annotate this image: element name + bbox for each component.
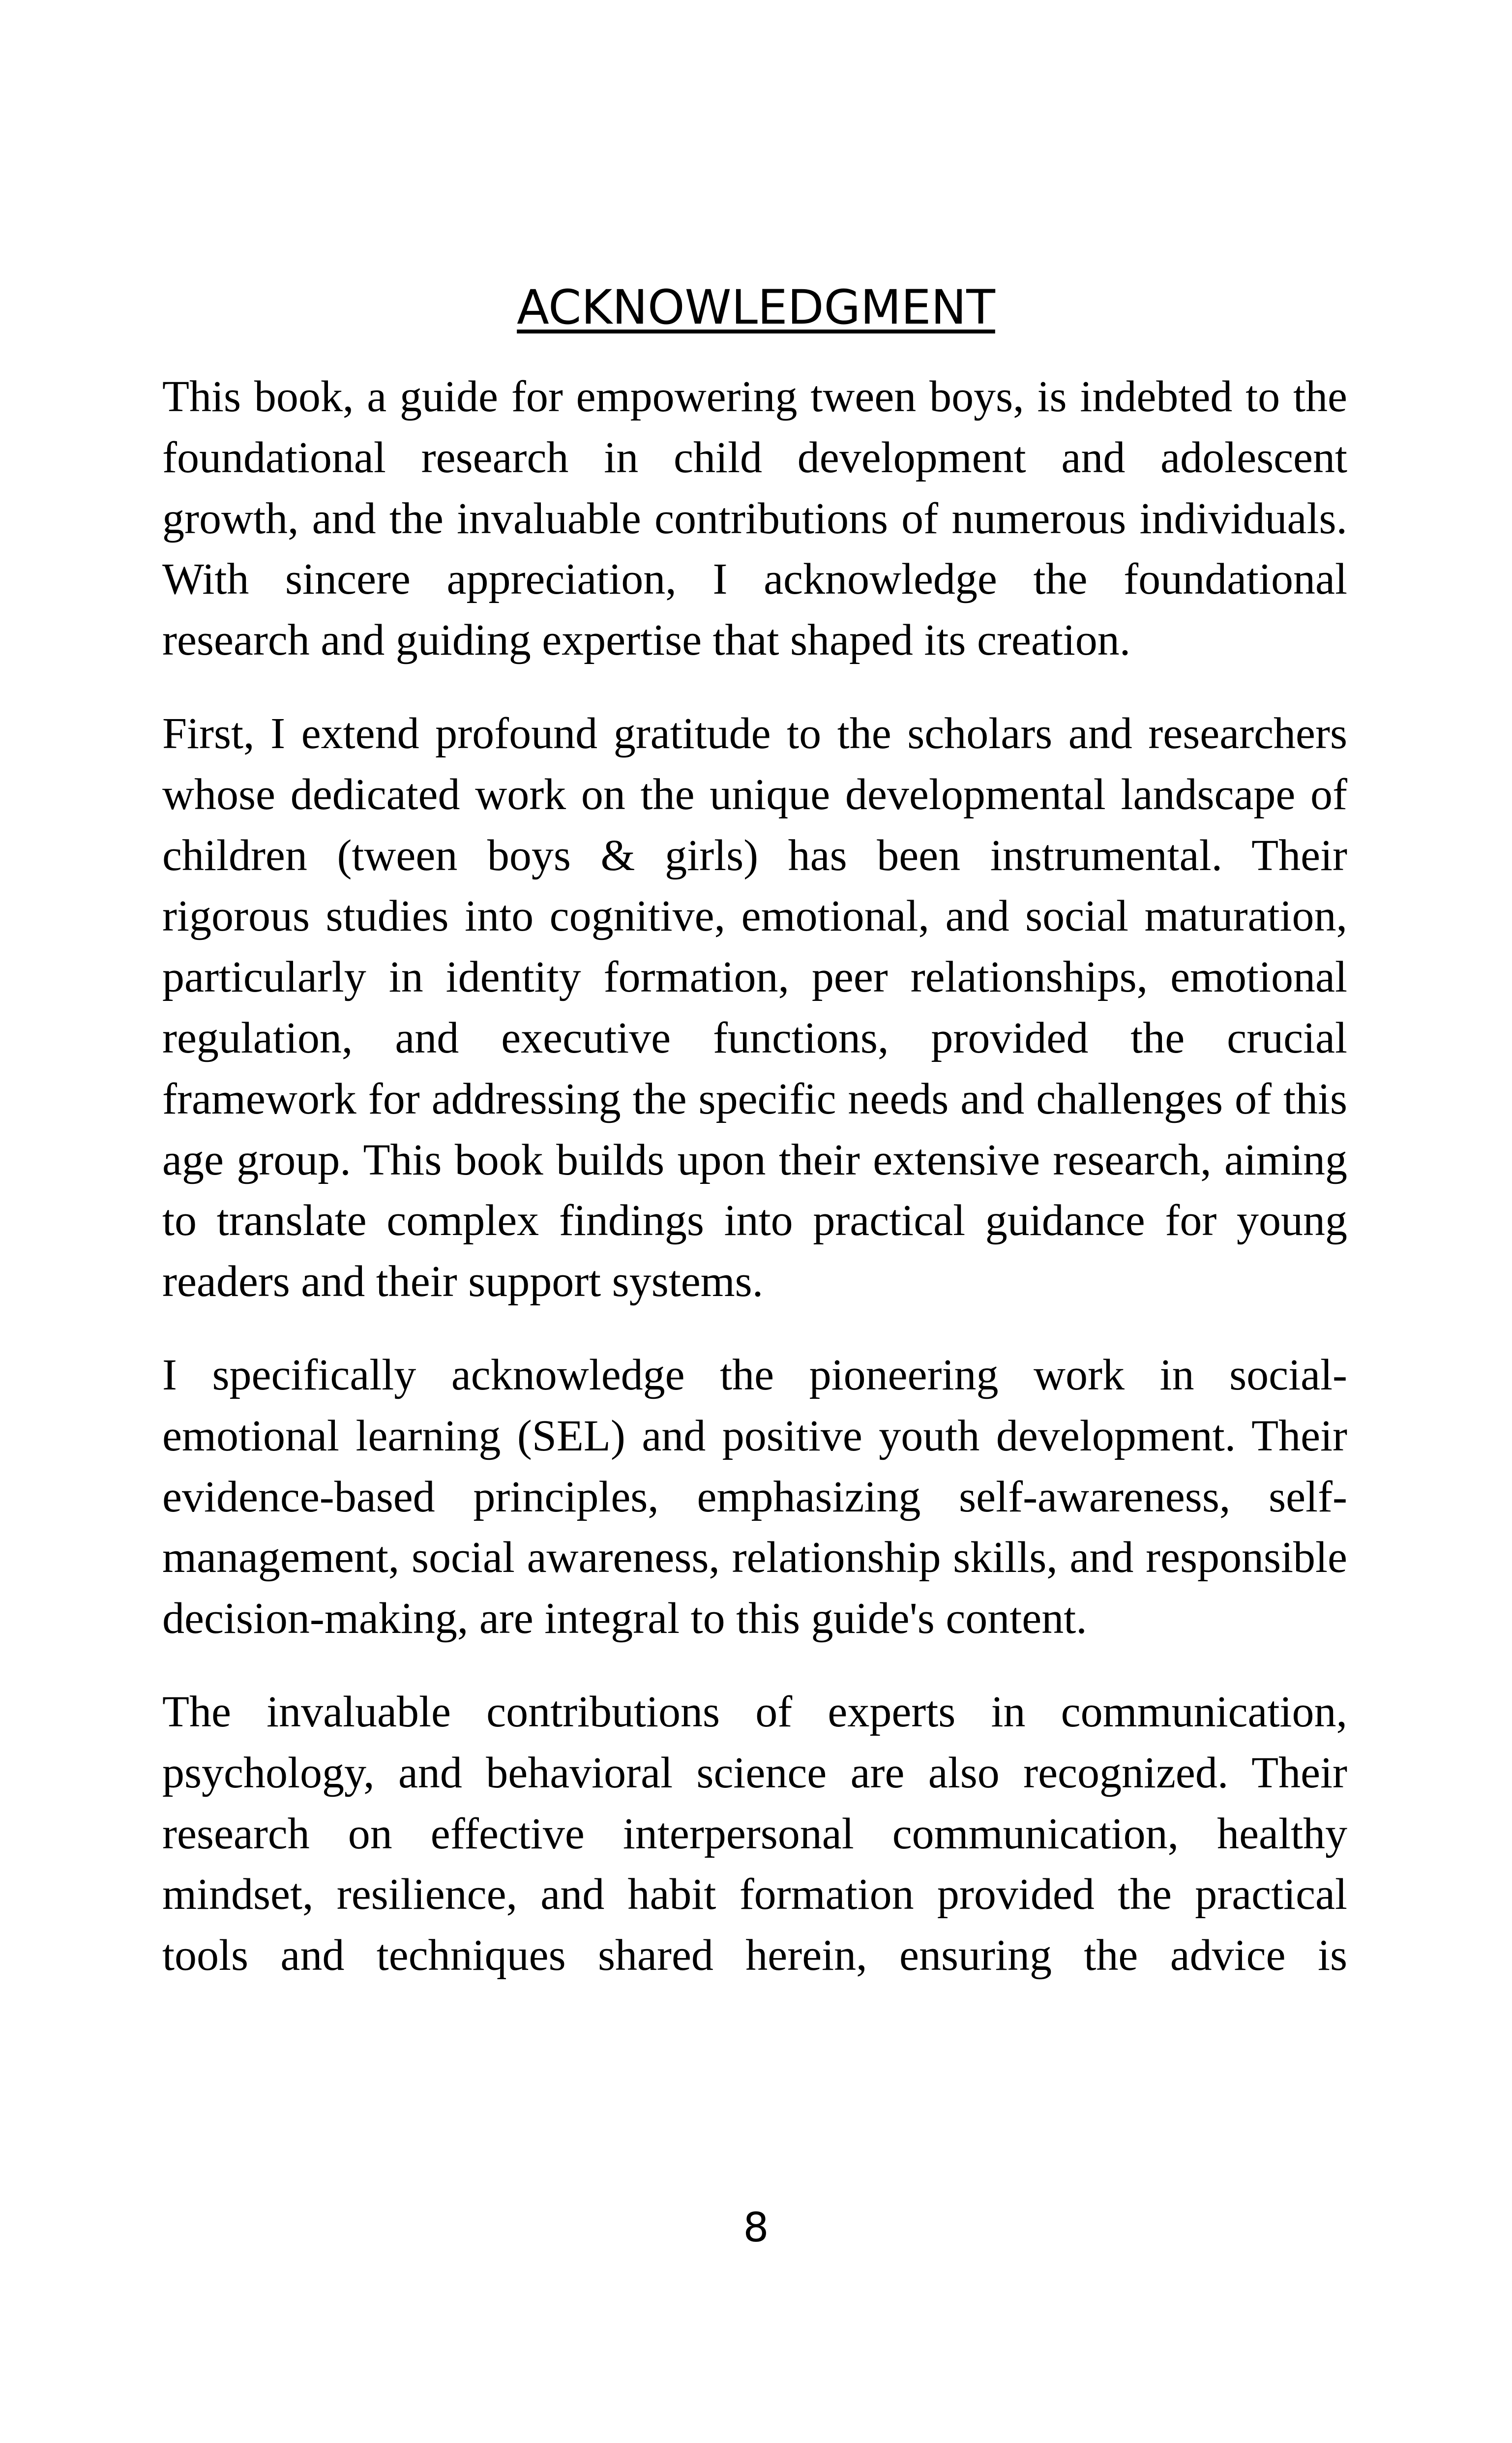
body-text <box>162 366 1347 2019</box>
heading-text: ACKNOWLEDGMENT <box>517 280 995 335</box>
page-number: 8 <box>743 2204 769 2251</box>
page-heading <box>0 275 1512 339</box>
paragraph-4: The invaluable contributions of experts in communication, psychology, and behavioral science are also recognized. Their research on effective interpersonal communication, healthy mindset, resilience, and habit formation provided the practical tools and techniques shared herein, ensuring the advice is <box>162 1687 1347 1980</box>
paragraph-3: I specifically acknowledge the pioneering work in social-emotional learning (SEL) and positive youth development. Their evidence-based principles, emphasizing self-awareness, self-management, social awareness, relationship skills, and responsible decision-making, are integral to this guide's content. <box>162 1350 1347 1643</box>
paragraph-1: This book, a guide for empowering tween boys, is indebted to the foundational research in child development and adolescent growth, and the invaluable contributions of numerous individuals. With sincere appreciation, I acknowledge the foundational research and guiding expertise that shaped its creation. <box>162 372 1347 665</box>
paragraph-2: First, I extend profound gratitude to the scholars and researchers whose dedicated work on the unique developmental landscape of children (tween boys & girls) has been instrumental. Their rigorous studies into cognitive, emotional, and social maturation, particularly in identity formation, peer relationships, emotional regulation, and executive functions, provided the crucial framework for addressing the specific needs and challenges of this age group. This book builds upon their extensive research, aiming to translate complex findings into practical guidance for young readers and their support systems. <box>162 709 1347 1306</box>
